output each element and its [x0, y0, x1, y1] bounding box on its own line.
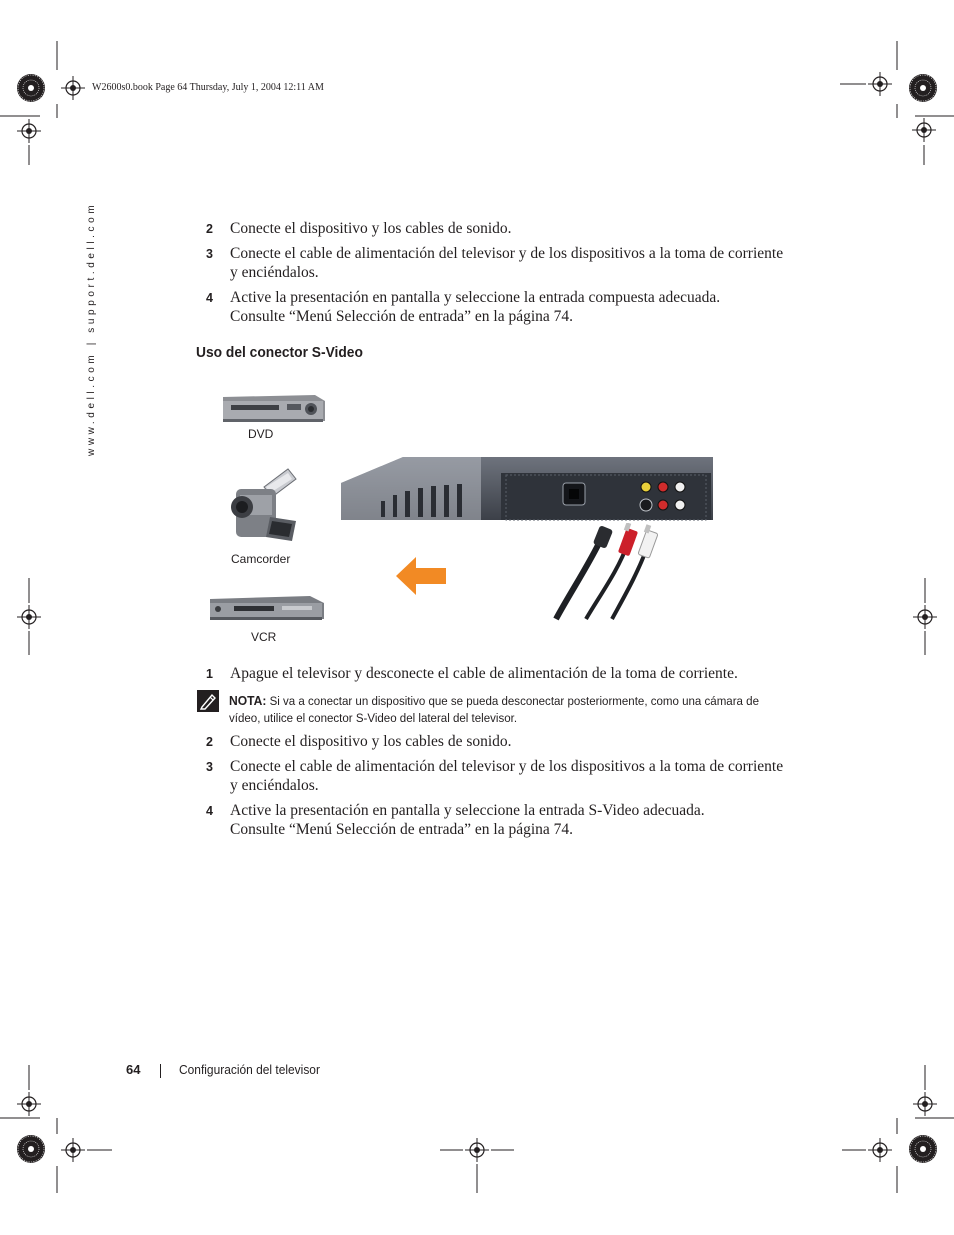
tv-rear-panel [341, 457, 713, 522]
dvd-label: DVD [248, 427, 274, 441]
step-number: 4 [206, 804, 213, 818]
print-slug: W2600s0.book Page 64 Thursday, July 1, 2004 12:11 AM [92, 82, 324, 93]
footer-divider [160, 1064, 161, 1078]
step-text: Conecte el dispositivo y los cables de sonido. [230, 733, 512, 750]
star-target-icon [17, 1135, 45, 1163]
step-text: y enciéndalos. [230, 264, 319, 281]
footer-chapter-title: Configuración del televisor [179, 1062, 320, 1077]
arrow-left-icon [396, 557, 448, 595]
star-target-icon [909, 1135, 937, 1163]
step-number: 4 [206, 291, 213, 305]
connection-figure [200, 385, 720, 650]
svideo-audio-cables [550, 523, 670, 623]
step-number: 3 [206, 247, 213, 261]
step-text: Conecte el cable de alimentación del televisor y de los dispositivos a la toma de corriente [230, 758, 784, 775]
step-number: 1 [206, 667, 213, 681]
camcorder-label: Camcorder [231, 552, 291, 566]
star-target-icon [17, 74, 45, 102]
step-number: 2 [206, 735, 213, 749]
step-text: Consulte “Menú Selección de entrada” en la página 74. [230, 308, 574, 325]
step-text: Active la presentación en pantalla y seleccione la entrada compuesta adecuada. [230, 289, 721, 306]
note-body: Si va a conectar un dispositivo que se pueda desconectar posteriormente, como una cámara de vídeo, utilice el conector S-Video del lateral del televisor. [229, 694, 759, 725]
dvd-player-icon [219, 393, 327, 425]
vcr-label: VCR [251, 630, 277, 644]
side-url: www.dell.com | support.dell.com [86, 201, 97, 456]
step-text: y enciéndalos. [230, 777, 319, 794]
note-label: NOTA: [229, 693, 267, 708]
star-target-icon [909, 74, 937, 102]
step-text: Consulte “Menú Selección de entrada” en la página 74. [230, 821, 574, 838]
step-text: Conecte el cable de alimentación del televisor y de los dispositivos a la toma de corriente [230, 245, 784, 262]
section-heading: Uso del conector S-Video [196, 344, 363, 361]
note-text [229, 692, 787, 727]
step-number: 3 [206, 760, 213, 774]
note-pencil-icon [197, 690, 219, 712]
camcorder-icon [226, 465, 302, 545]
step-number: 2 [206, 222, 213, 236]
page-number: 64 [126, 1062, 141, 1077]
step-text: Apague el televisor y desconecte el cable de alimentación de la toma de corriente. [230, 665, 738, 682]
step-text: Active la presentación en pantalla y seleccione la entrada S-Video adecuada. [230, 802, 705, 819]
vcr-icon [206, 593, 326, 623]
step-text: Conecte el dispositivo y los cables de sonido. [230, 220, 512, 237]
